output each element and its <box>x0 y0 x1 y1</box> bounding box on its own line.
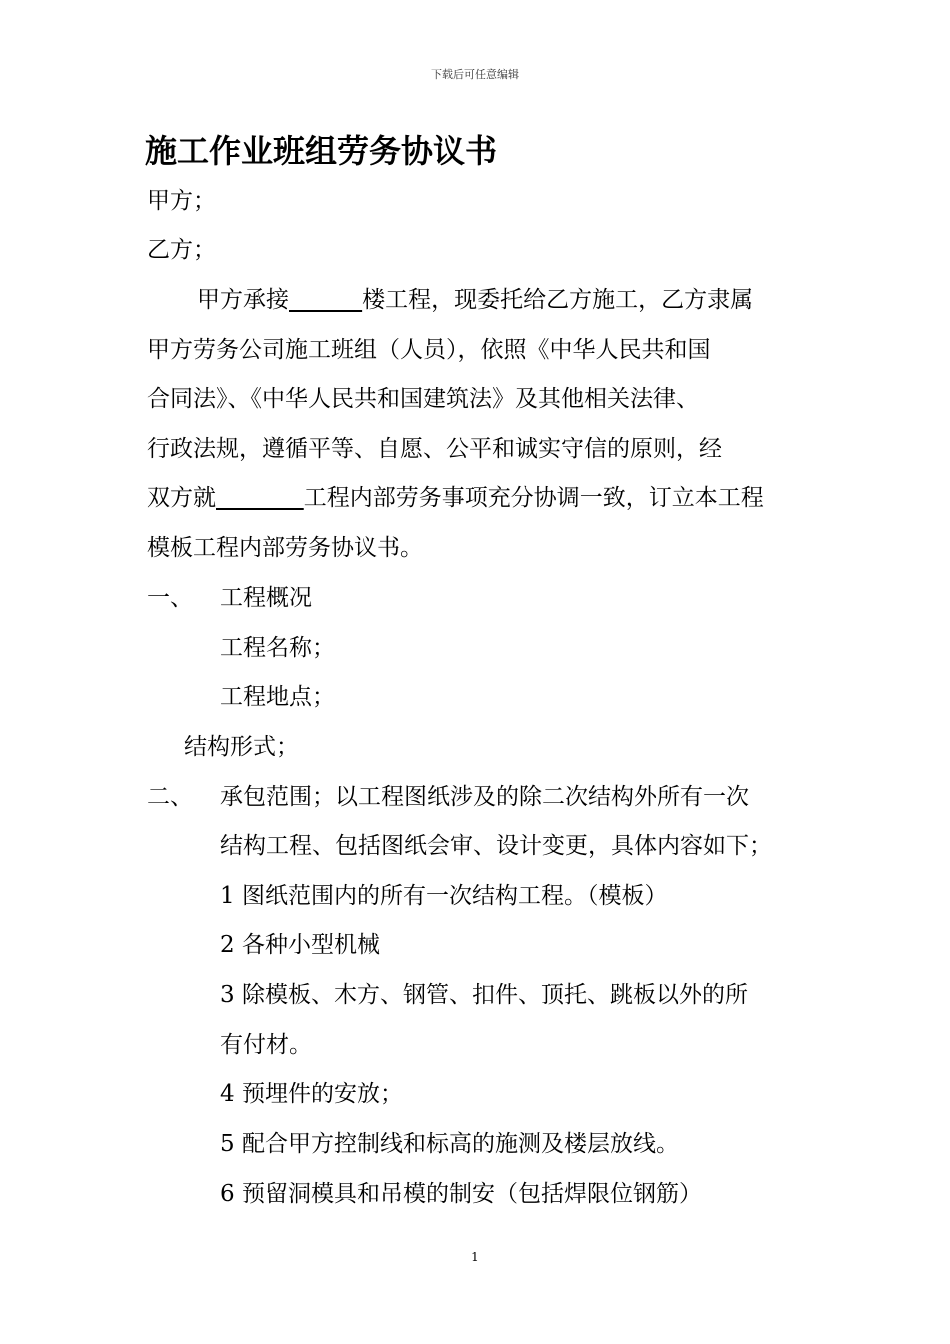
intro-line-4: 行政法规，遵循平等、自愿、公平和诚实守信的原则，经 <box>147 436 722 462</box>
intro-line-5 <box>147 483 764 513</box>
intro-text: 甲方承接 <box>197 287 289 313</box>
intro-line-2: 甲方劳务公司施工班组（人员），依照《中华人民共和国 <box>147 337 711 363</box>
intro-text: 工程内部劳务事项充分协调一致，订立本工程 <box>303 485 764 511</box>
section-1-number: 一、 <box>147 585 193 611</box>
page-number: 1 <box>471 1250 479 1264</box>
section-2-line-2: 结构工程、包括图纸会审、设计变更，具体内容如下； <box>220 833 772 859</box>
party-a-line: 甲方； <box>147 188 216 214</box>
section-1-heading: 工程概况 <box>220 585 312 611</box>
intro-line-1 <box>197 285 753 315</box>
section-2-line-1: 承包范围；以工程图纸涉及的除二次结构外所有一次 <box>220 784 749 810</box>
project-name-line: 工程名称； <box>220 635 335 661</box>
intro-line-3: 合同法》、《中华人民共和国建筑法》及其他相关法律、 <box>147 386 699 412</box>
scope-item: 5 配合甲方控制线和标高的施测及楼层放线。 <box>220 1131 679 1157</box>
scope-item: 6 预留洞模具和吊模的制安（包括焊限位钢筋） <box>220 1181 702 1207</box>
intro-text: 楼工程，现委托给乙方施工，乙方隶属 <box>362 287 754 313</box>
scope-item: 2 各种小型机械 <box>220 932 380 958</box>
scope-item: 4 预埋件的安放； <box>220 1081 403 1107</box>
structure-type-line: 结构形式； <box>184 734 299 760</box>
scope-item: 有付材。 <box>220 1032 312 1058</box>
scope-item: 3 除模板、木方、钢管、扣件、顶托、跳板以外的所 <box>220 982 748 1008</box>
intro-line-6: 模板工程内部劳务协议书。 <box>147 535 423 561</box>
section-2-number: 二、 <box>147 784 193 810</box>
page-header: 下载后可任意编辑 <box>431 68 519 81</box>
intro-text: 双方就 <box>147 485 216 511</box>
blank-field-parties <box>216 483 304 513</box>
blank-field-project <box>289 285 362 315</box>
project-location-line: 工程地点； <box>220 684 335 710</box>
party-b-line: 乙方； <box>147 237 216 263</box>
scope-item: 1 图纸范围内的所有一次结构工程。（模板） <box>220 883 668 909</box>
document-title: 施工作业班组劳务协议书 <box>145 132 498 170</box>
